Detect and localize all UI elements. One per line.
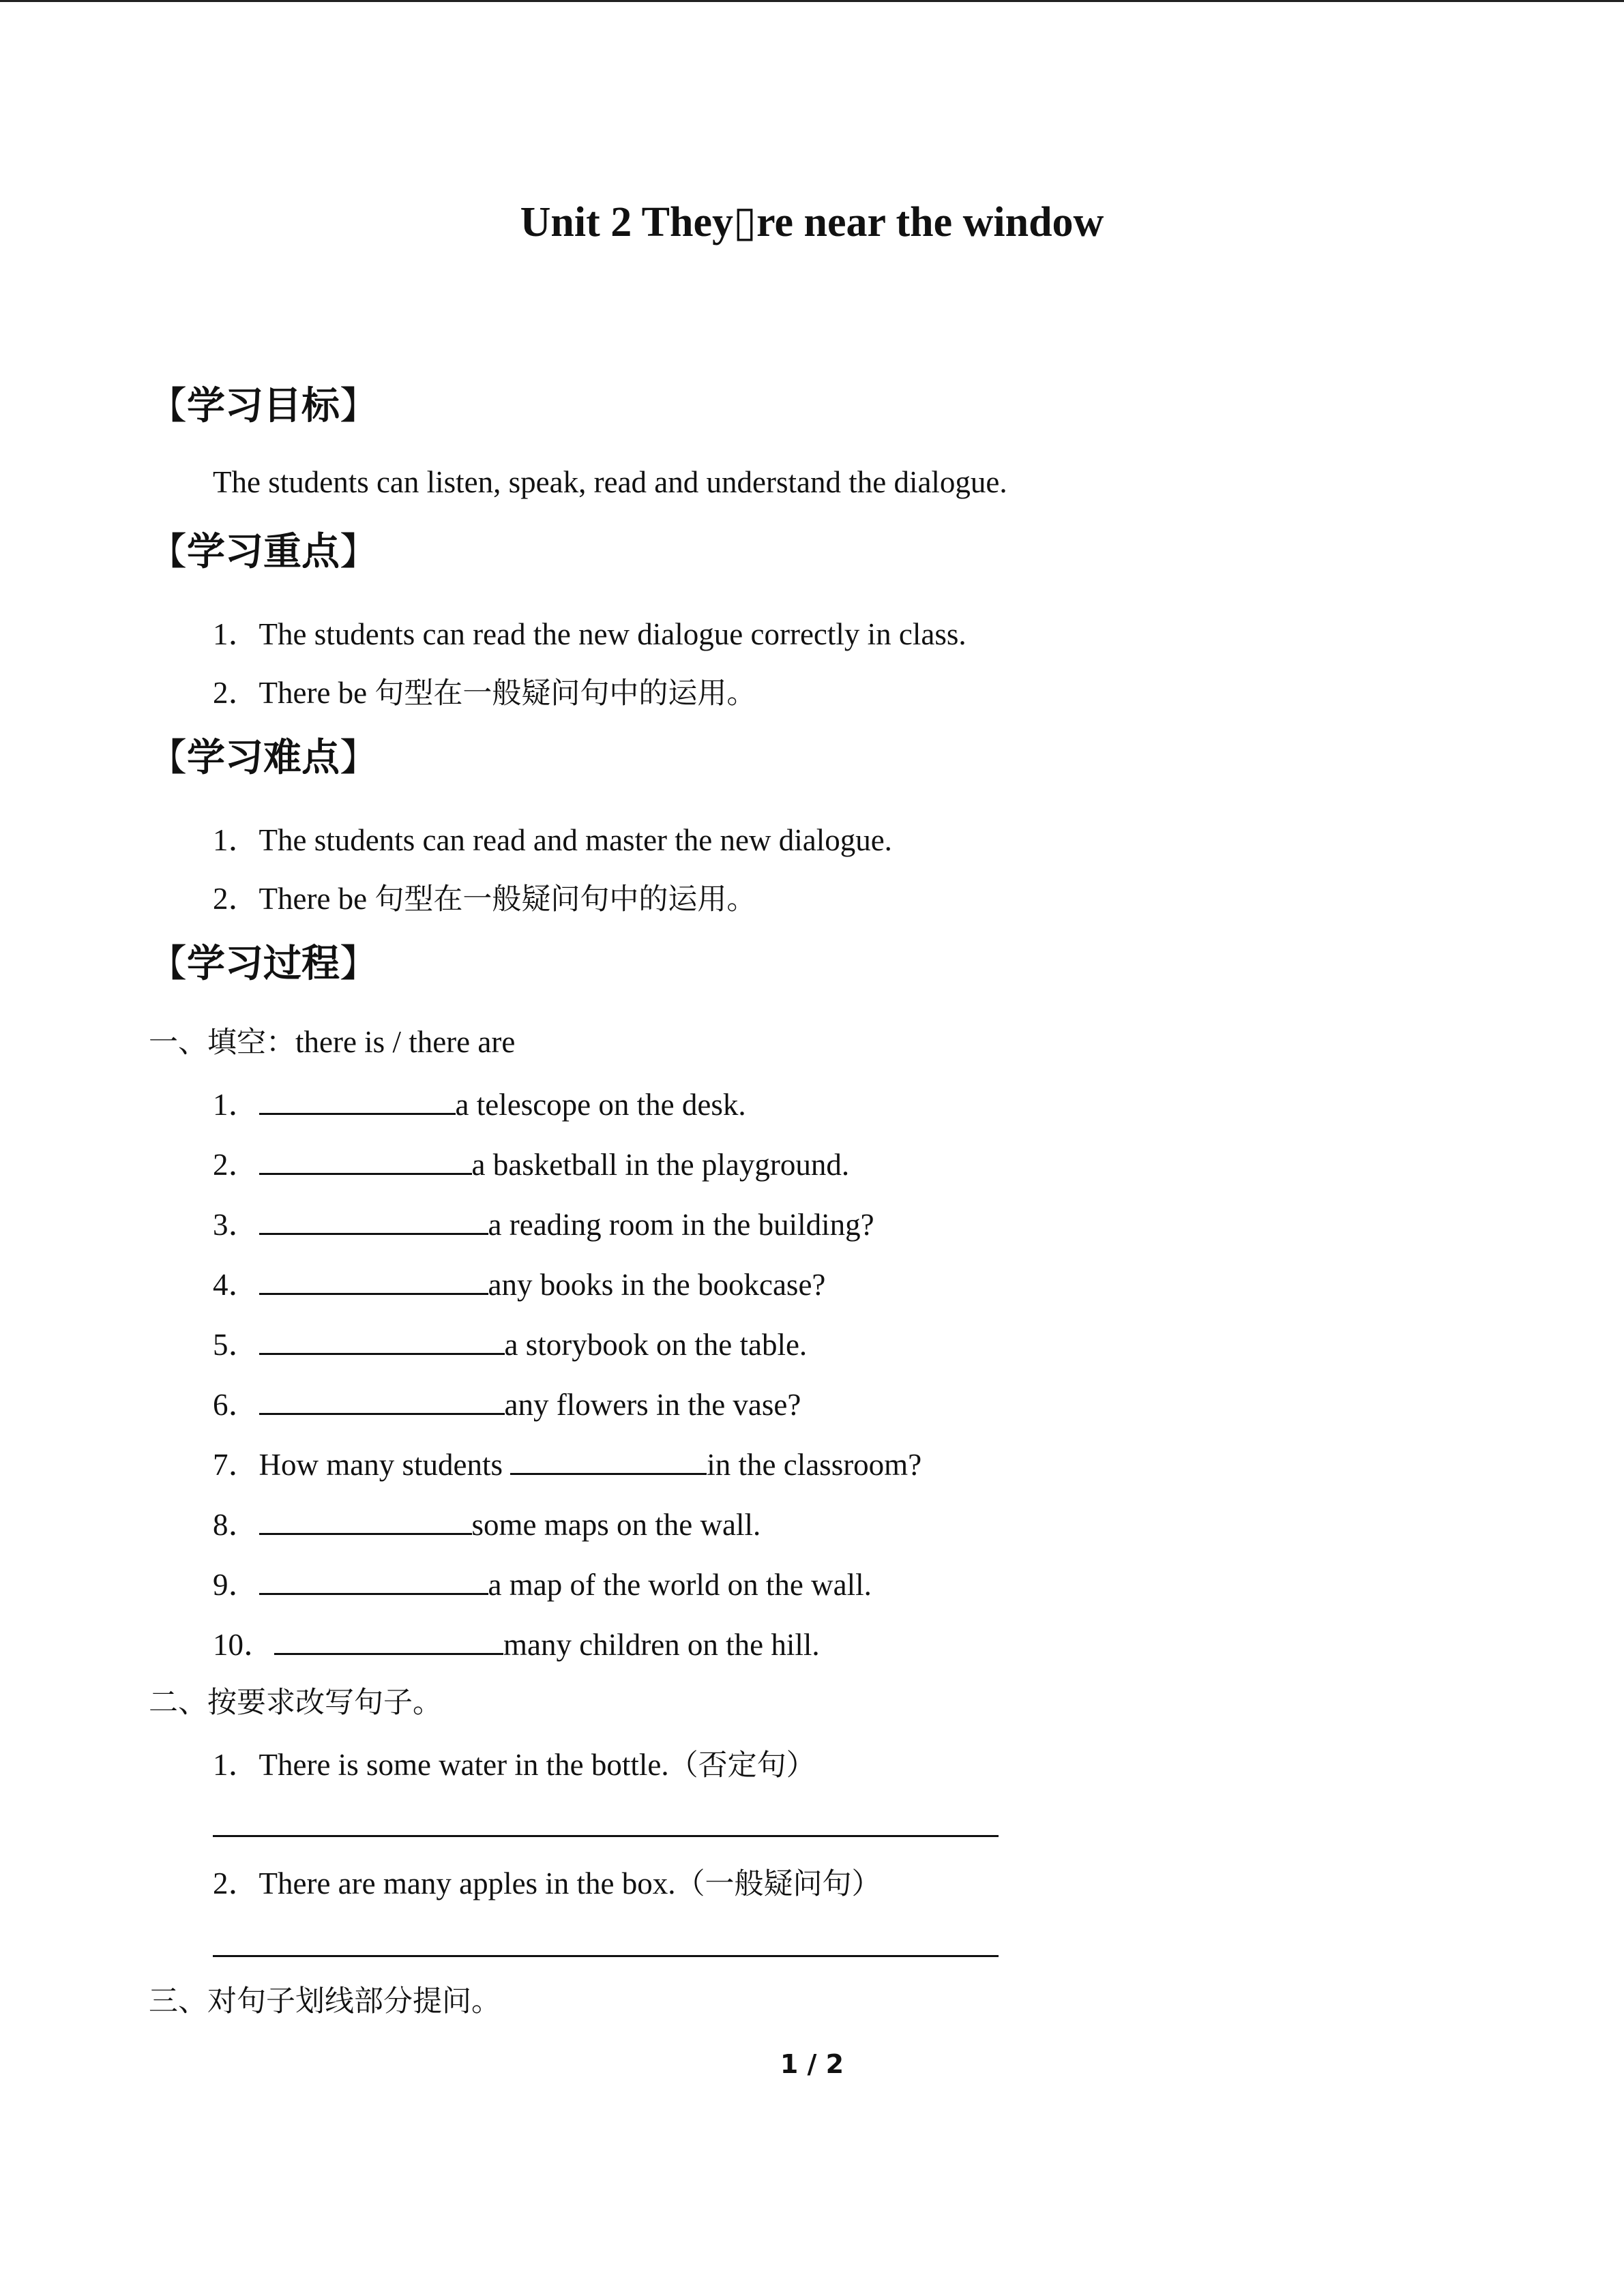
fill-blank-item: 4． any books in the bookcase? xyxy=(213,1259,825,1304)
fill-blank-item: 3． a reading room in the building? xyxy=(213,1199,874,1244)
part3-label: 三、对句子划线部分提问。 xyxy=(149,1984,501,2018)
page-indicator: 1 / 2 xyxy=(780,2049,844,2079)
rewrite-item: 1．There is some water in the bottle.（否定句） xyxy=(213,1748,816,1783)
fill-blank-item: 6． any flowers in the vase? xyxy=(213,1380,801,1424)
process-heading: 【学习过程】 xyxy=(149,942,378,986)
answer-blank[interactable] xyxy=(259,1386,505,1415)
answer-blank[interactable] xyxy=(259,1266,488,1295)
fill-blank-item: 9． a map of the world on the wall. xyxy=(213,1560,872,1604)
answer-blank[interactable] xyxy=(259,1566,488,1595)
key-points-heading: 【学习重点】 xyxy=(149,530,378,574)
rewrite-item: 2．There are many apples in the box.（一般疑问句） xyxy=(213,1866,881,1901)
difficulty-item: 2．There be 句型在一般疑问句中的运用。 xyxy=(213,882,756,916)
part1-label: 一、填空：there is / there are xyxy=(149,1025,516,1060)
fill-blank-item: 8． some maps on the wall. xyxy=(213,1500,761,1544)
difficulties-heading: 【学习难点】 xyxy=(149,736,378,780)
answer-blank[interactable] xyxy=(259,1506,472,1535)
difficulty-item: 1．The students can read and master the new dialogue. xyxy=(213,823,892,857)
fill-blank-item: 2． a basketball in the playground. xyxy=(213,1139,849,1184)
answer-line[interactable] xyxy=(213,1955,999,1957)
part2-label: 二、按要求改写句子。 xyxy=(149,1686,442,1720)
answer-blank[interactable] xyxy=(259,1146,472,1175)
answer-blank[interactable] xyxy=(510,1446,707,1475)
answer-blank[interactable] xyxy=(274,1626,503,1655)
key-point-item: 2．There be 句型在一般疑问句中的运用。 xyxy=(213,676,756,711)
answer-blank[interactable] xyxy=(259,1206,488,1235)
fill-blank-item: 7．How many students in the classroom? xyxy=(213,1440,921,1484)
fill-blank-item: 5． a storybook on the table. xyxy=(213,1320,807,1364)
answer-blank[interactable] xyxy=(259,1086,456,1115)
answer-line[interactable] xyxy=(213,1835,999,1837)
page-title: Unit 2 They▯re near the window xyxy=(520,199,1104,245)
fill-blank-item: 10． many children on the hill. xyxy=(213,1620,820,1664)
objectives-heading: 【学习目标】 xyxy=(149,384,378,428)
fill-blank-item: 1． a telescope on the desk. xyxy=(213,1079,746,1124)
objectives-text: The students can listen, speak, read and understand the dialogue. xyxy=(213,465,1007,499)
key-point-item: 1．The students can read the new dialogue correctly in class. xyxy=(213,617,966,651)
answer-blank[interactable] xyxy=(259,1326,505,1355)
